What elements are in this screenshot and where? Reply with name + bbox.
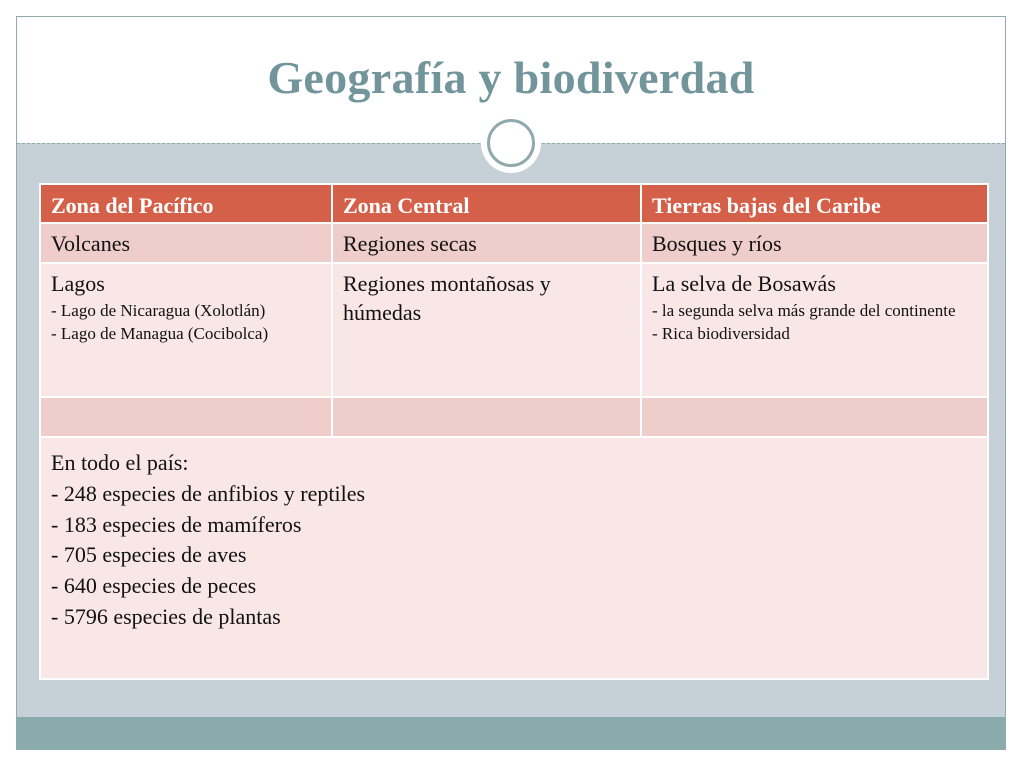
- summary-list: [51, 448, 977, 633]
- detail-item: - Lago de Nicaragua (Xolotlán): [51, 300, 266, 320]
- geography-table: [39, 183, 989, 680]
- cell-details: [51, 299, 321, 347]
- header-central: Zona Central: [332, 184, 641, 223]
- header-row: [40, 184, 988, 223]
- cell-lagos: [40, 263, 332, 397]
- cell-main-text: La selva de Bosawás: [652, 271, 836, 296]
- cell-bosques-rios: Bosques y ríos: [641, 223, 988, 263]
- cell-volcanes: Volcanes: [40, 223, 332, 263]
- detail-item: - Rica biodiversidad: [652, 324, 790, 344]
- detail-item: - la segunda selva más grande del continente: [652, 300, 956, 320]
- empty-cell: [40, 397, 332, 437]
- header-caribe: Tierras bajas del Caribe: [641, 184, 988, 223]
- table-row: [40, 223, 988, 263]
- summary-item: - 640 especies de peces: [51, 573, 257, 599]
- summary-item: - 183 especies de mamíferos: [51, 511, 302, 537]
- cell-selva-bosawas: [641, 263, 988, 397]
- cell-regiones-montanosas: [332, 263, 641, 397]
- footer-bar: [17, 717, 1005, 750]
- empty-cell: [332, 397, 641, 437]
- circle-ornament-icon: [484, 116, 538, 170]
- cell-regiones-secas: Regiones secas: [332, 223, 641, 263]
- ring-icon: [487, 119, 535, 167]
- summary-item: - 5796 especies de plantas: [51, 603, 281, 629]
- detail-item: - Lago de Managua (Cocibolca): [51, 324, 269, 344]
- summary-row: [40, 437, 988, 679]
- cell-details: [652, 299, 977, 347]
- cell-main-text: Lagos: [51, 271, 105, 296]
- slide: [16, 16, 1006, 750]
- summary-heading: En todo el país:: [51, 450, 189, 475]
- summary-item: - 705 especies de aves: [51, 542, 247, 568]
- summary-item: - 248 especies de anfibios y reptiles: [51, 480, 366, 506]
- table-row: [40, 263, 988, 397]
- empty-row: [40, 397, 988, 437]
- summary-cell: [40, 437, 988, 679]
- header-pacifico: Zona del Pacífico: [40, 184, 332, 223]
- cell-main-text: Regiones montañosas y húmedas: [343, 271, 551, 325]
- empty-cell: [641, 397, 988, 437]
- slide-title: Geografía y biodiverdad: [267, 52, 755, 103]
